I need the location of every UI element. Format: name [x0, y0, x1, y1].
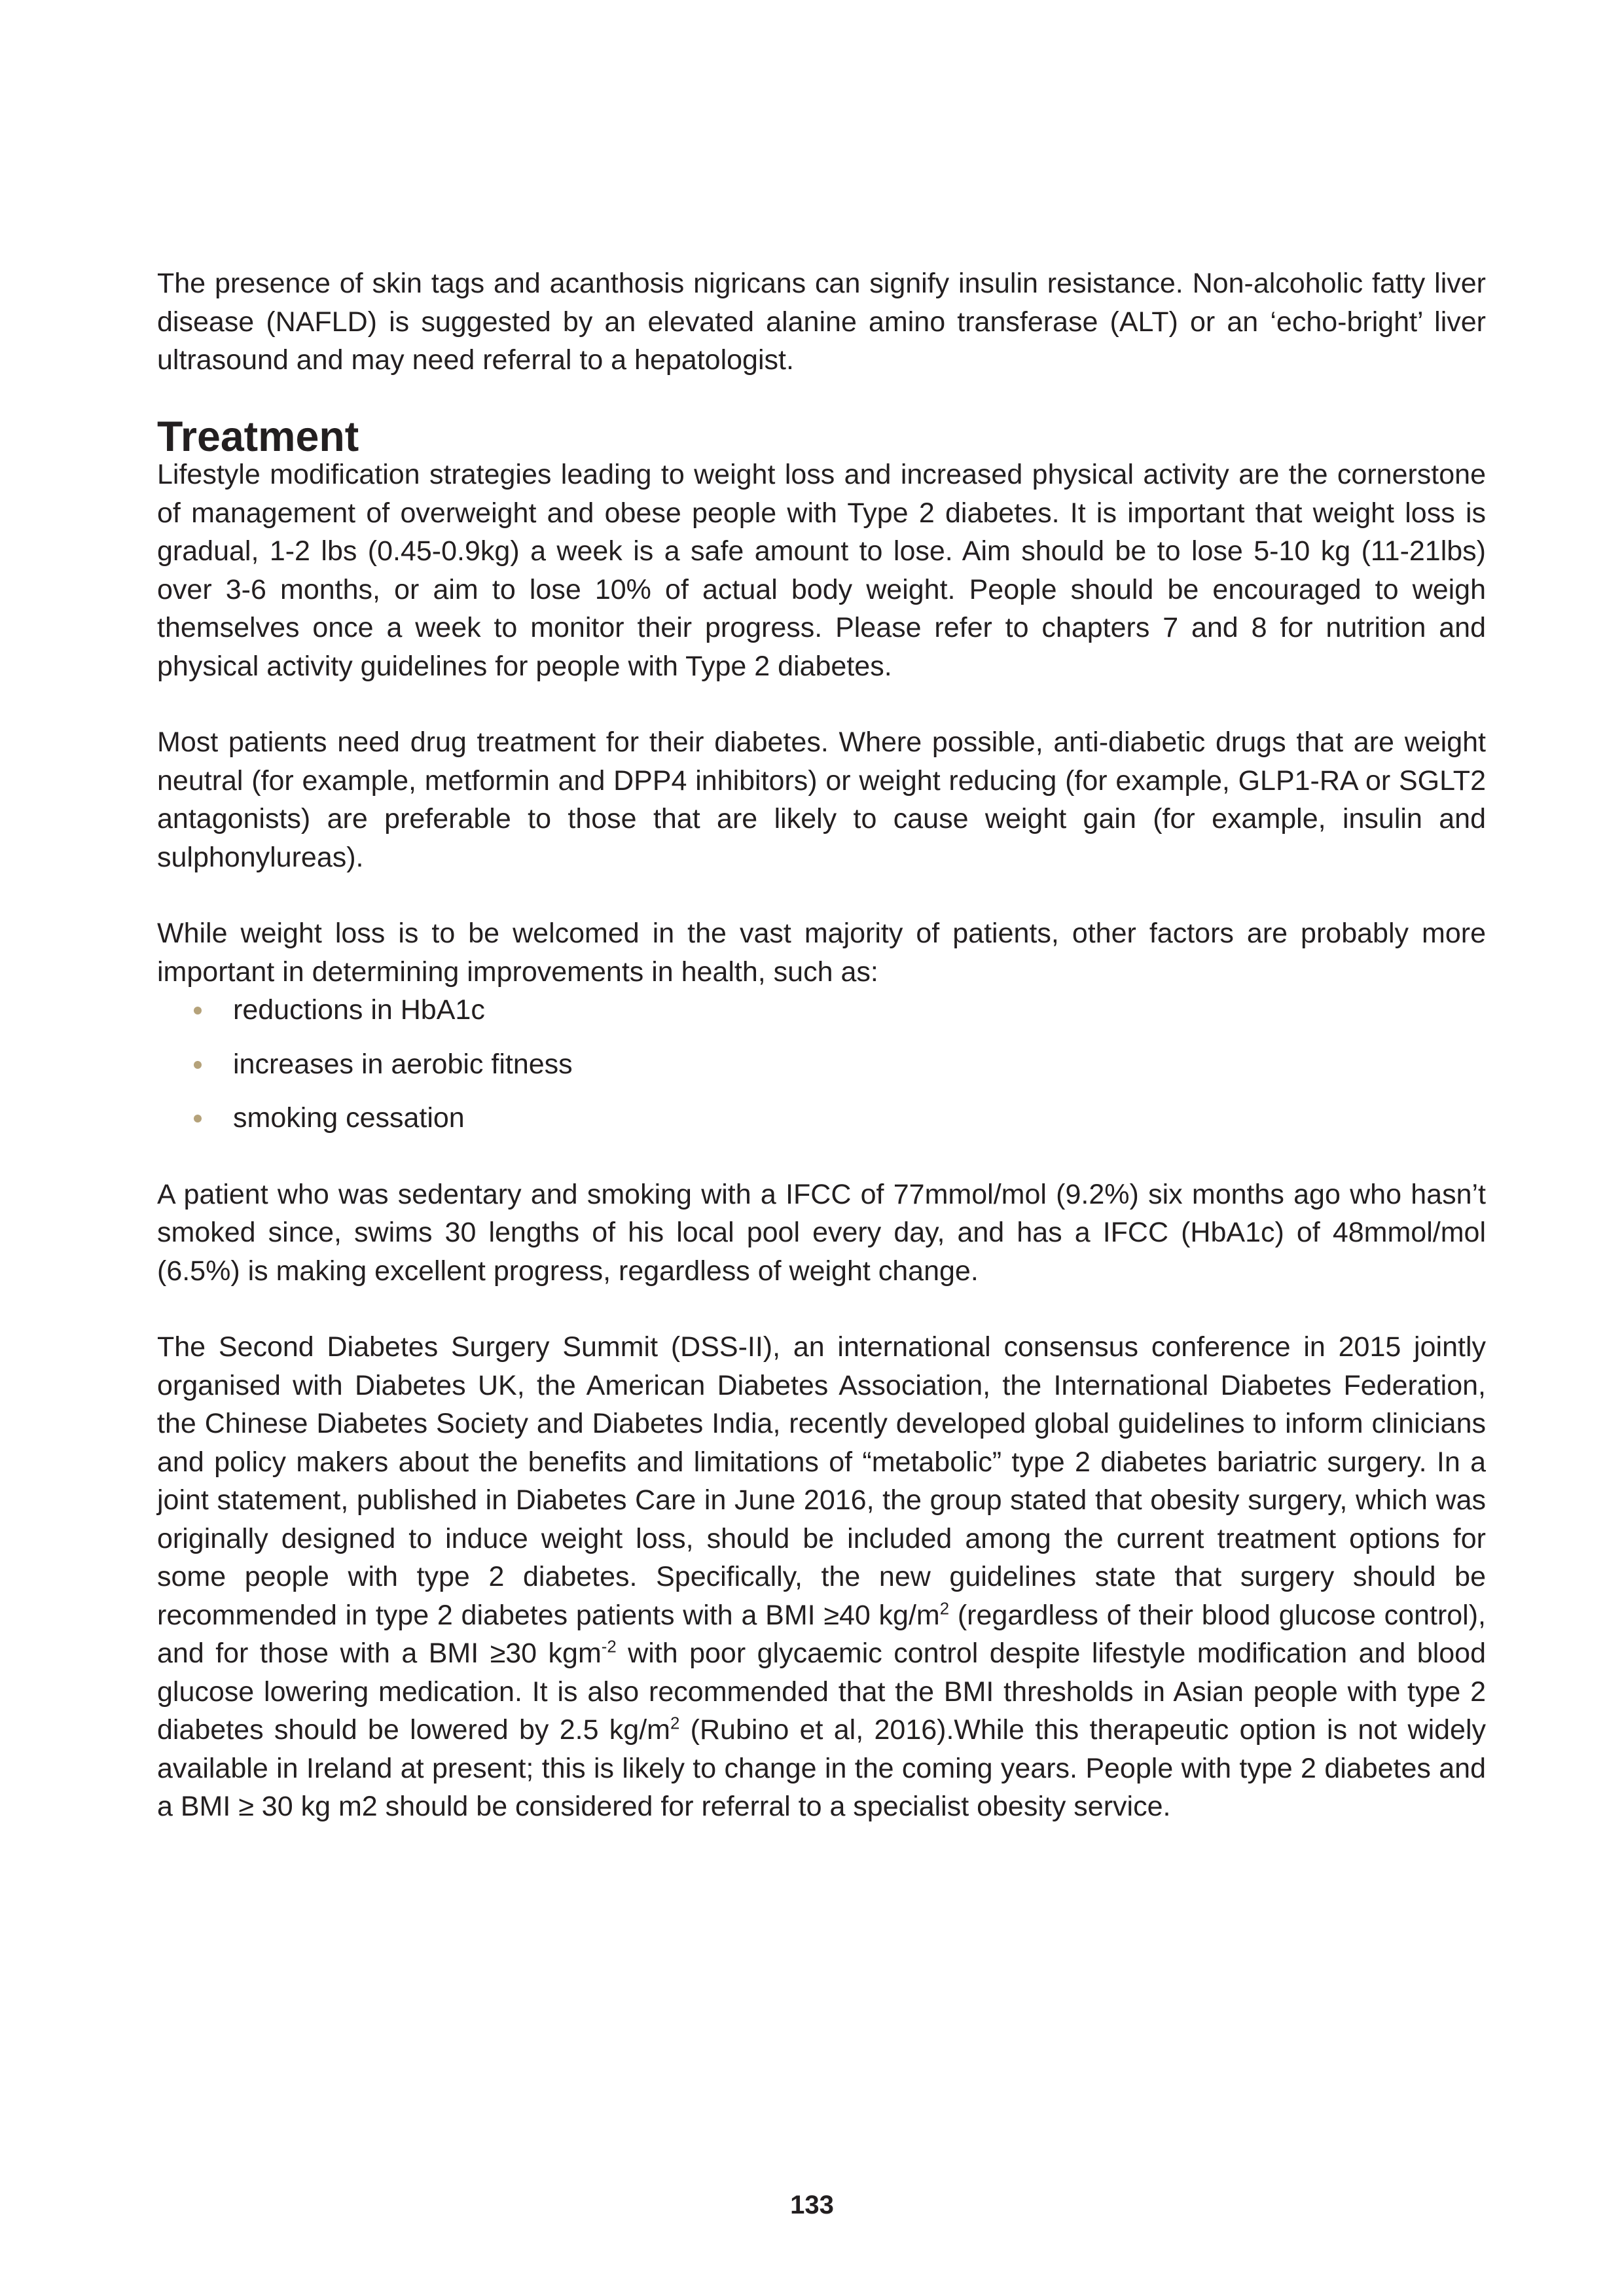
bullet-dot-icon: [194, 1007, 202, 1014]
other-factors-paragraph: While weight loss is to be welcomed in the vast majority of patients, other factors are probably more important in determining improvements in health, such as:: [157, 918, 1486, 988]
treatment-section: [157, 412, 1486, 686]
bullet-text: smoking cessation: [233, 1102, 465, 1134]
superscript: 2: [939, 1600, 950, 1619]
patient-example-paragraph: A patient who was sedentary and smoking with a IFCC of 77mmol/mol (9.2%) six months ago who hasn’t smoked since, swims 30 lengths of his local pool every day, and has a IFCC (HbA1c) of 48mmol/mol (6.5%) is making excellent progress, regardless of weight change.: [157, 1178, 1486, 1287]
bullet-text: reductions in HbA1c: [233, 994, 485, 1026]
surgery-text-3: with poor glycaemic control despite lifestyle modification and blood glucose lowering medication. It is also recommended that the BMI thresholds in Asian people with type 2 diabetes should be lowered by 2.5 kg/m: [157, 1638, 1487, 1746]
page-number: 133: [790, 2191, 834, 2219]
superscript: 2: [670, 1714, 680, 1733]
page-body: [157, 264, 1486, 1826]
surgery-paragraph: [157, 1328, 1486, 1826]
surgery-text-2: (regardless of their blood glucose control), and for those with a BMI ≥30 kgm: [157, 1599, 1486, 1669]
lifestyle-paragraph: Lifestyle modification strategies leading to weight loss and increased physical activity are the cornerstone of management of overweight and obese people with Type 2 diabetes. It is important that weight loss is gradual, 1-2 lbs (0.45-0.9kg) a week is a safe amount to lose. Aim should be to lose 5-10 kg (11-21lbs) over 3-6 months, or aim to lose 10% of actual body weight. People should be encouraged to weigh themselves once a week to monitor their progress. Please refer to chapters 7 and 8 for nutrition and physical activity guidelines for people with Type 2 diabetes.: [157, 459, 1486, 682]
superscript: -2: [601, 1638, 617, 1657]
factors-bullet-list: [157, 991, 1486, 1138]
surgery-text-4: (Rubino et al, 2016).While this therapeutic option is not widely available in Ireland at present; this is likely to change in the coming years. People with type 2 diabetes and a BMI ≥ 30 kg m2 should be considered for referral to a specialist obesity service.: [157, 1714, 1487, 1822]
drug-treatment-paragraph: Most patients need drug treatment for their diabetes. Where possible, anti-diabetic drugs that are weight neutral (for example, metformin and DPP4 inhibitors) or weight reducing (for example, GLP1-RA or SGLT2 antagonists) are preferable to those that are likely to cause weight gain (for example, insulin and sulphonylureas).: [157, 726, 1486, 873]
section-heading: Treatment: [157, 412, 359, 460]
bullet-text: increases in aerobic fitness: [233, 1048, 573, 1080]
bullet-item: [157, 1099, 1486, 1138]
bullet-dot-icon: [194, 1061, 202, 1069]
bullet-dot-icon: [194, 1115, 202, 1122]
bullet-item: [157, 1045, 1486, 1084]
bullet-item: [157, 991, 1486, 1030]
intro-paragraph: The presence of skin tags and acanthosis nigricans can signify insulin resistance. Non-alcoholic fatty liver disease (NAFLD) is suggested by an elevated alanine amino transferase (ALT) or an ‘echo-bright’ liver ultrasound and may need referral to a hepatologist.: [157, 268, 1486, 376]
surgery-text-1: The Second Diabetes Surgery Summit (DSS-II), an international consensus conference in 2015 jointly organised with Diabetes UK, the American Diabetes Association, the International Diabetes Federation, the Chinese Diabetes Society and Diabetes India, recently developed global guidelines to inform clinicians and policy makers about the benefits and limitations of “metabolic” type 2 diabetes bariatric surgery. In a joint statement, published in Diabetes Care in June 2016, the group stated that obesity surgery, which was originally designed to induce weight loss, should be included among the current treatment options for some people with type 2 diabetes. Specifically, the new guidelines state that surgery should be recommended in type 2 diabetes patients with a BMI ≥40 kg/m: [157, 1331, 1486, 1631]
